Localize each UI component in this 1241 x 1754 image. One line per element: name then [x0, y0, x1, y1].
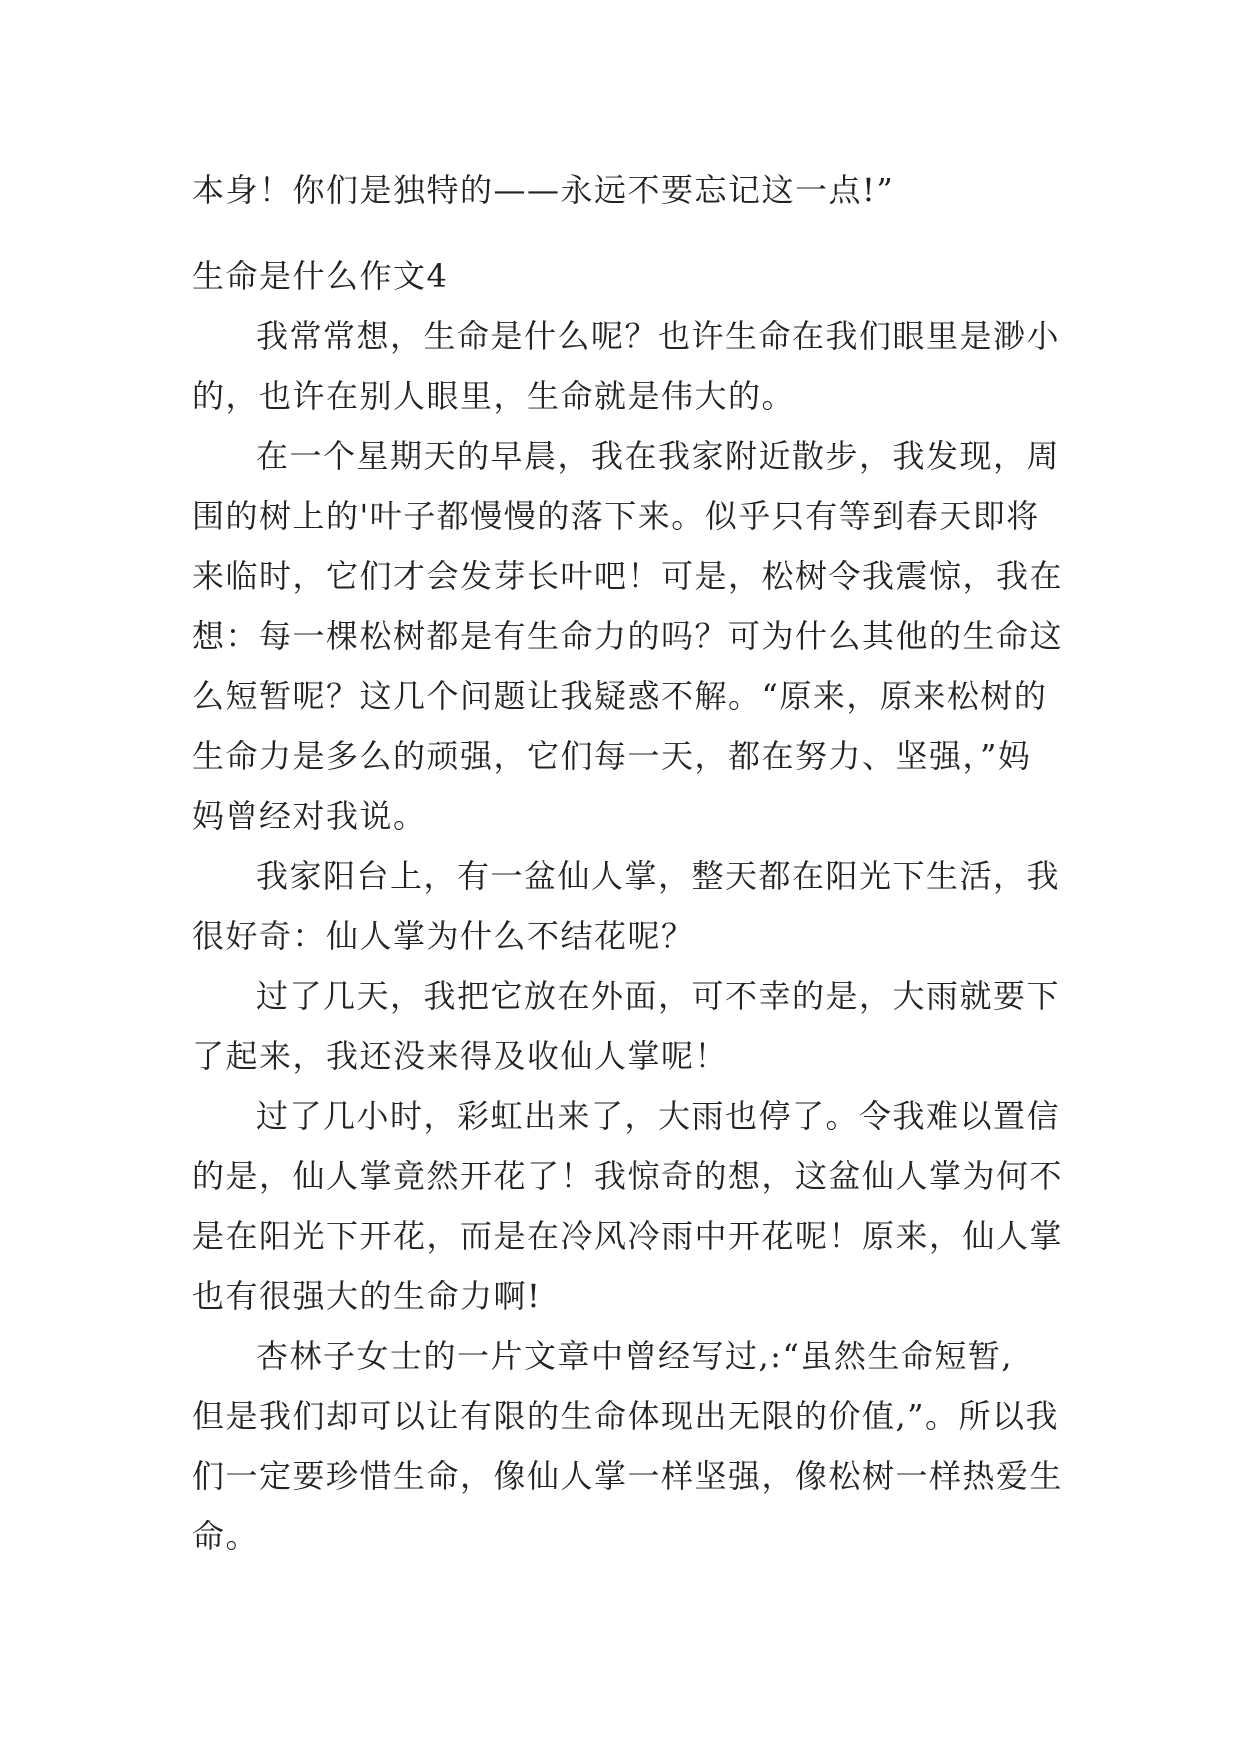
text-line: 命。 — [192, 1517, 260, 1555]
text-line: 过了几小时，彩虹出来了，大雨也停了。令我难以置信 — [256, 1097, 1061, 1135]
text-line: 我家阳台上，有一盆仙人掌，整天都在阳光下生活，我 — [256, 857, 1061, 895]
text-line: 但是我们却可以让有限的生命体现出无限的价值,”。所以我 — [192, 1397, 1060, 1435]
text-line: 想：每一棵松树都是有生命力的吗？可为什么其他的生命这 — [192, 617, 1064, 655]
paragraph-gap — [192, 220, 1054, 246]
text-line: 围的树上的'叶子都慢慢的落下来。似乎只有等到春天即将 — [192, 497, 1040, 535]
text-line: 也有很强大的生命力啊! — [192, 1277, 542, 1315]
text-line: 妈曾经对我说。 — [192, 797, 427, 835]
text-line: 来临时，它们才会发芽长叶吧！可是，松树令我震惊，我在 — [192, 557, 1064, 595]
text-line: 了起来，我还没来得及收仙人掌呢！ — [192, 1037, 729, 1075]
text-line: 杏林子女士的一片文章中曾经写过,:“虽然生命短暂, — [256, 1337, 1013, 1375]
text-line: 生命力是多么的顽强，它们每一天，都在努力、坚强，”妈 — [192, 737, 1032, 775]
text-line: 在一个星期天的早晨，我在我家附近散步，我发现，周 — [256, 437, 1061, 475]
text-line: 本身！你们是独特的——永远不要忘记这一点!” — [192, 171, 895, 209]
document-body — [192, 160, 1064, 1566]
text-line: 们一定要珍惜生命，像仙人掌一样坚强，像松树一样热爱生 — [192, 1457, 1064, 1495]
text-line: 的，也许在别人眼里，生命就是伟大的。 — [192, 377, 796, 415]
text-line: 很好奇：仙人掌为什么不结花呢？ — [192, 917, 695, 955]
text-line: 么短暂呢？这几个问题让我疑惑不解。“原来，原来松树的 — [192, 677, 1048, 715]
text-line: 是在阳光下开花，而是在冷风冷雨中开花呢！原来，仙人掌 — [192, 1217, 1064, 1255]
text-line: 的是，仙人掌竟然开花了！我惊奇的想，这盆仙人掌为何不 — [192, 1157, 1064, 1195]
section-heading: 生命是什么作文4 — [192, 257, 449, 295]
text-line: 过了几天，我把它放在外面，可不幸的是，大雨就要下 — [256, 977, 1061, 1015]
text-line: 我常常想，生命是什么呢？也许生命在我们眼里是渺小 — [256, 317, 1061, 355]
